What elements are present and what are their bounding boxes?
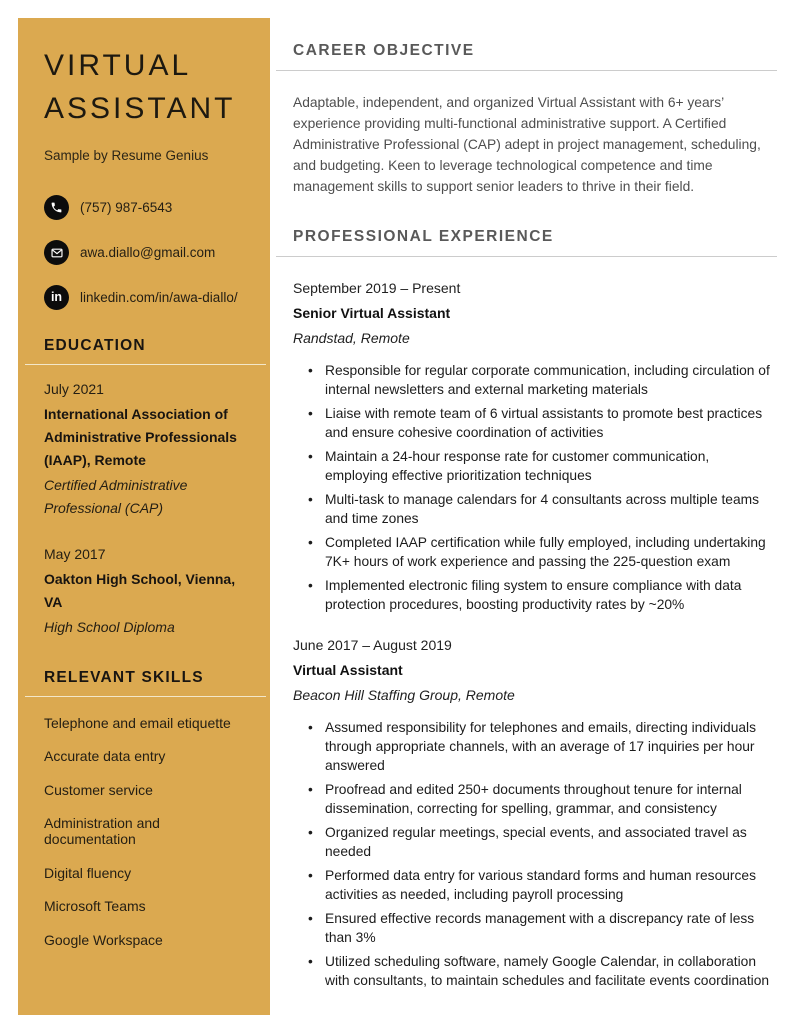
contact-list <box>44 195 246 310</box>
sample-note: Sample by Resume Genius <box>44 148 209 163</box>
sidebar <box>18 18 270 1015</box>
job-entry <box>293 280 777 614</box>
entry-degree: High School Diploma <box>44 619 175 635</box>
entry-date: July 2021 <box>44 381 104 397</box>
linkedin-url: linkedin.com/in/awa-diallo/ <box>80 290 238 305</box>
job-entry <box>293 637 777 990</box>
skills-heading: RELEVANT SKILLS <box>44 669 204 686</box>
education-section <box>44 337 246 639</box>
skills-section <box>44 669 246 948</box>
objective-heading: CAREER OBJECTIVE <box>293 42 475 59</box>
skill-item: Customer service <box>44 781 153 798</box>
education-heading: EDUCATION <box>44 337 146 354</box>
bullet-item: • Implemented electronic filing system to ensure compliance with data protection procedures, boosting productivity rates by ~20% <box>293 576 777 614</box>
objective-text: Adaptable, independent, and organized Virtual Assistant with 6+ years’ experience providing multi-functional administrative support. A Certified Administrative Professional (CAP) adept in project management, scheduling, and budgeting. Keen to leverage technological competence and time management skills to support senior leaders to thrive in their field. <box>293 95 761 194</box>
job-title: Virtual Assistant <box>293 662 403 678</box>
job-company: Randstad, Remote <box>293 330 410 346</box>
job-bullets <box>293 718 777 990</box>
experience-heading: PROFESSIONAL EXPERIENCE <box>293 228 554 245</box>
job-dates: September 2019 – Present <box>293 280 461 296</box>
bullet-item: • Performed data entry for various standard forms and human resources activities as needed, including payroll processing <box>293 866 777 904</box>
skill-item: Digital fluency <box>44 864 132 881</box>
bullet-item: • Ensured effective records management with a discrepancy rate of less than 3% <box>293 909 777 947</box>
linkedin-icon: in <box>44 285 69 310</box>
bullet-item: • Utilized scheduling software, namely Google Calendar, in collaboration with consultants, to maintain schedules and facilitate events coordination <box>293 952 777 990</box>
experience-section <box>276 228 777 990</box>
phone-icon <box>44 195 69 220</box>
experience-divider <box>276 256 777 257</box>
education-entry <box>44 546 246 639</box>
entry-school: Oakton High School, Vienna, VA <box>44 571 236 610</box>
bullet-item: • Completed IAAP certification while fully employed, including undertaking 7K+ hours of work experience and passing the 225-question exam <box>293 533 777 571</box>
resume-title <box>44 44 246 130</box>
phone-number: (757) 987-6543 <box>80 200 173 215</box>
skill-item: Administration and documentation <box>44 815 160 847</box>
entry-school: International Association of Administrative Professionals (IAAP), Remote <box>44 406 237 468</box>
resume-title-line2: ASSISTANT <box>44 92 236 125</box>
bullet-item: • Responsible for regular corporate communication, including circulation of internal newsletters and external marketing materials <box>293 361 777 399</box>
skill-item: Accurate data entry <box>44 748 166 764</box>
bullet-item: • Liaise with remote team of 6 virtual assistants to promote best practices and ensure cohesive coordination of activities <box>293 404 777 442</box>
education-divider <box>25 364 266 365</box>
job-title: Senior Virtual Assistant <box>293 305 451 321</box>
resume-title-line1: VIRTUAL <box>44 49 192 82</box>
bullet-item: • Maintain a 24-hour response rate for customer communication, employing effective prioritization techniques <box>293 447 777 485</box>
email-address: awa.diallo@gmail.com <box>80 245 216 260</box>
skill-item: Telephone and email etiquette <box>44 714 231 731</box>
skills-divider <box>25 696 266 697</box>
bullet-item: • Assumed responsibility for telephones and emails, directing individuals through appropriate channels, with an average of 17 inquiries per hour answered <box>293 718 777 775</box>
bullet-item: • Proofread and edited 250+ documents throughout tenure for internal dissemination, correcting for spelling, grammar, and consistency <box>293 780 777 818</box>
entry-date: May 2017 <box>44 546 106 562</box>
entry-degree: Certified Administrative Professional (CAP) <box>44 477 188 516</box>
bullet-item: • Organized regular meetings, special events, and associated travel as needed <box>293 823 777 861</box>
email-icon <box>44 240 69 265</box>
main-content <box>276 18 777 995</box>
objective-section <box>276 18 777 197</box>
skill-item: Microsoft Teams <box>44 898 146 914</box>
skill-item: Google Workspace <box>44 931 163 948</box>
objective-divider <box>276 70 777 71</box>
contact-item-linkedin <box>44 285 246 310</box>
job-company: Beacon Hill Staffing Group, Remote <box>293 687 515 703</box>
job-dates: June 2017 – August 2019 <box>293 637 452 653</box>
contact-item-email <box>44 240 246 265</box>
education-entry <box>44 381 246 520</box>
bullet-item: • Multi-task to manage calendars for 4 consultants across multiple teams and time zones <box>293 490 777 528</box>
job-bullets <box>293 361 777 614</box>
contact-item-phone <box>44 195 246 220</box>
